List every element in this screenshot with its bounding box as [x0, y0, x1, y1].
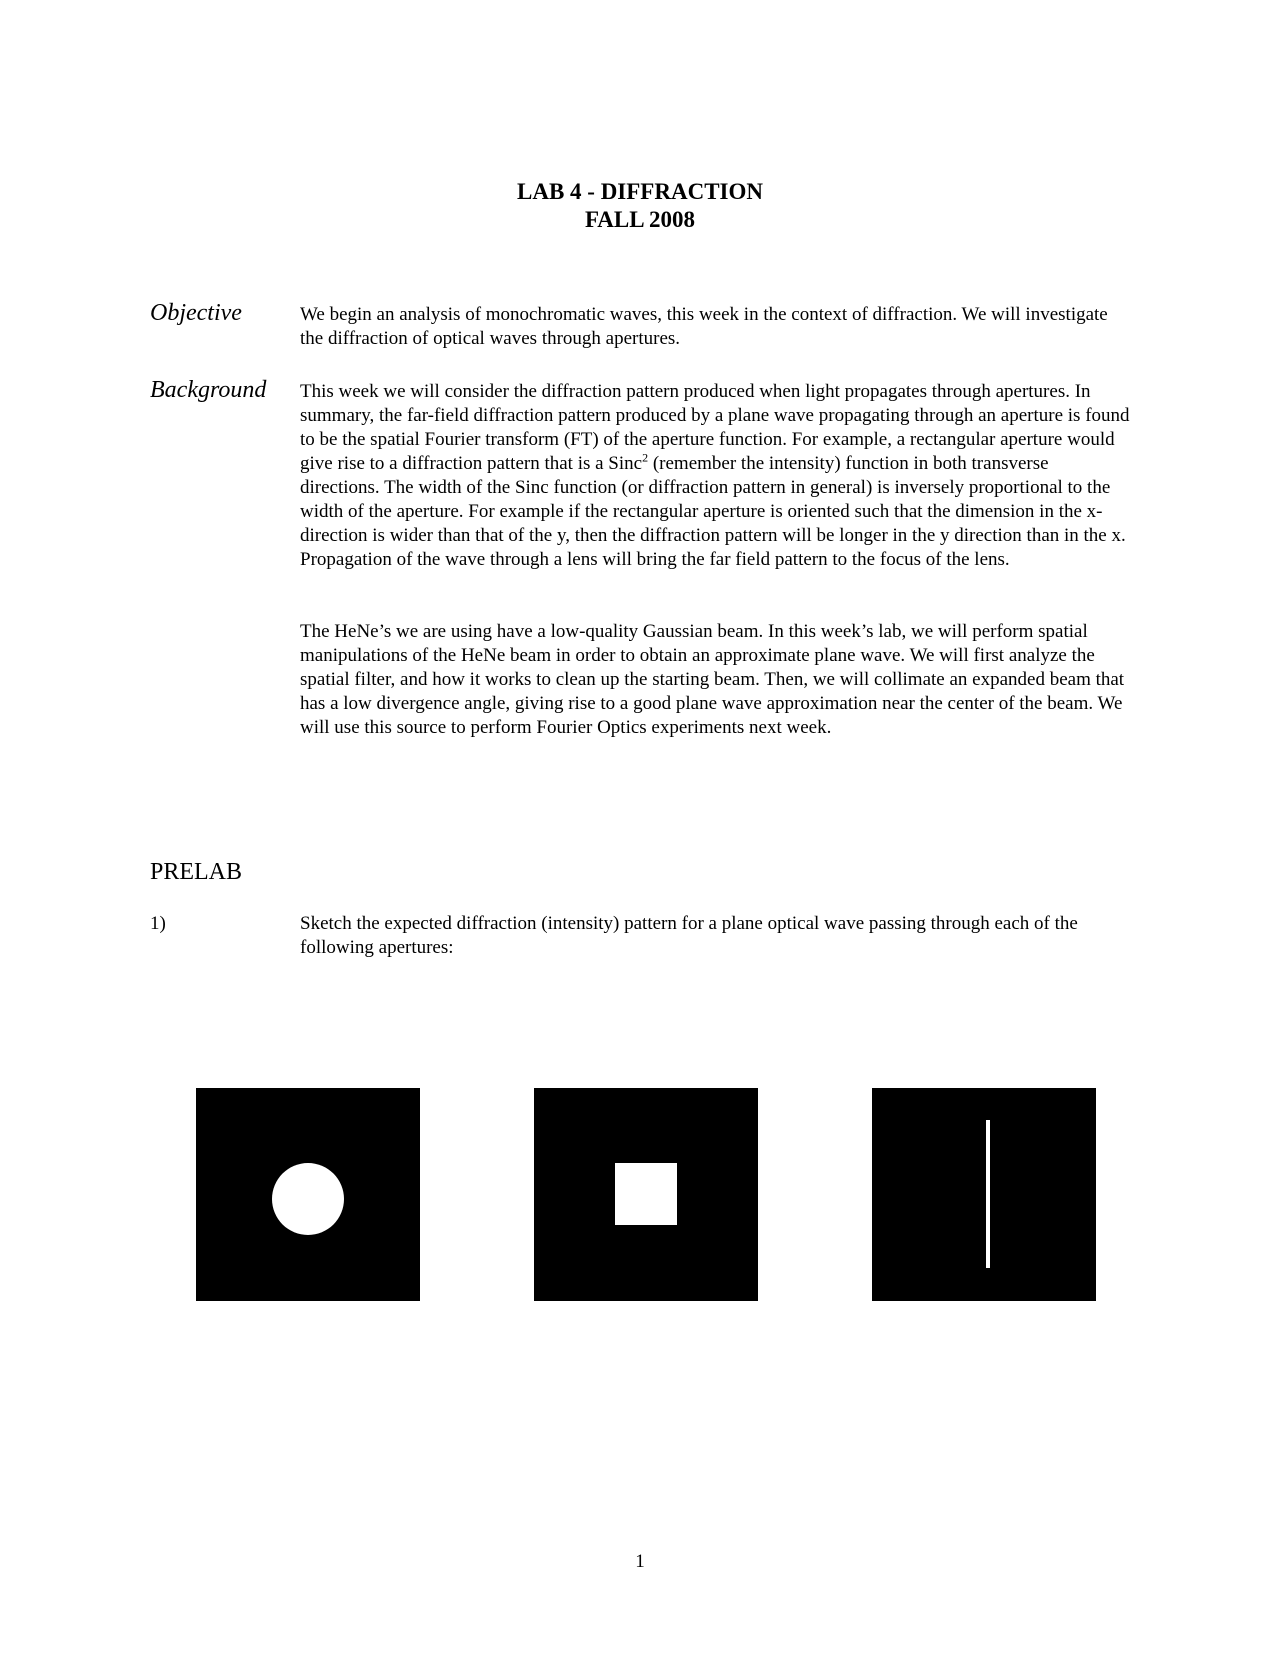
question-1-text: Sketch the expected diffraction (intensity) pattern for a plane optical wave passing through each of the following apertures:	[300, 913, 1078, 958]
title-line-2: FALL 2008	[584, 207, 696, 232]
background-paragraph-1-part-a: This week we will consider the diffraction pattern produced when light propagates through apertures. In summary, the far-field diffraction pattern produced by a plane wave propagating through an aperture is found to be the spatial Fourier transform (FT) of the aperture function. For example, a rectangular aperture would give rise to a diffraction pattern that is a Sinc	[300, 381, 1130, 474]
page-title	[0, 178, 1280, 234]
background-paragraph-1-part-b: (remember the intensity) function in both transverse directions. The width of the Sinc function (or diffraction pattern in general) is inversely proportional to the width of the aperture. For example if the rectangular aperture is oriented such that the dimension in the x-direction is wider than that of the y, then the diffraction pattern will be longer in the y direction than in the x. Propagation of the wave through a lens will bring the far field pattern to the focus of the lens.	[300, 453, 1126, 570]
square-aperture	[534, 1088, 758, 1301]
background-paragraph-1	[300, 380, 1130, 572]
title-line-1: LAB 4 - DIFFRACTION	[517, 179, 763, 204]
superscript-two: 2	[642, 450, 649, 465]
square-opening	[615, 1163, 677, 1225]
slit-aperture	[872, 1088, 1096, 1301]
objective-label: Objective	[150, 300, 242, 326]
background-paragraph-2: The HeNe’s we are using have a low-quality Gaussian beam. In this week’s lab, we will perform spatial manipulations of the HeNe beam in order to obtain an approximate plane wave. We will first analyze the spatial filter, and how it works to clean up the starting beam. Then, we will collimate an expanded beam that has a low divergence angle, giving rise to a good plane wave approximation near the center of the beam. We will use this source to perform Fourier Optics experiments next week.	[300, 621, 1125, 738]
page-number: 1	[635, 1551, 645, 1572]
objective-text: We begin an analysis of monochromatic waves, this week in the context of diffraction. We will investigate the diffraction of optical waves through apertures.	[300, 304, 1108, 349]
circular-opening	[272, 1163, 344, 1235]
background-label: Background	[150, 377, 267, 403]
slit-opening	[986, 1120, 990, 1268]
prelab-heading: PRELAB	[150, 859, 243, 885]
circular-aperture	[196, 1088, 420, 1301]
question-1-number: 1)	[150, 913, 166, 934]
